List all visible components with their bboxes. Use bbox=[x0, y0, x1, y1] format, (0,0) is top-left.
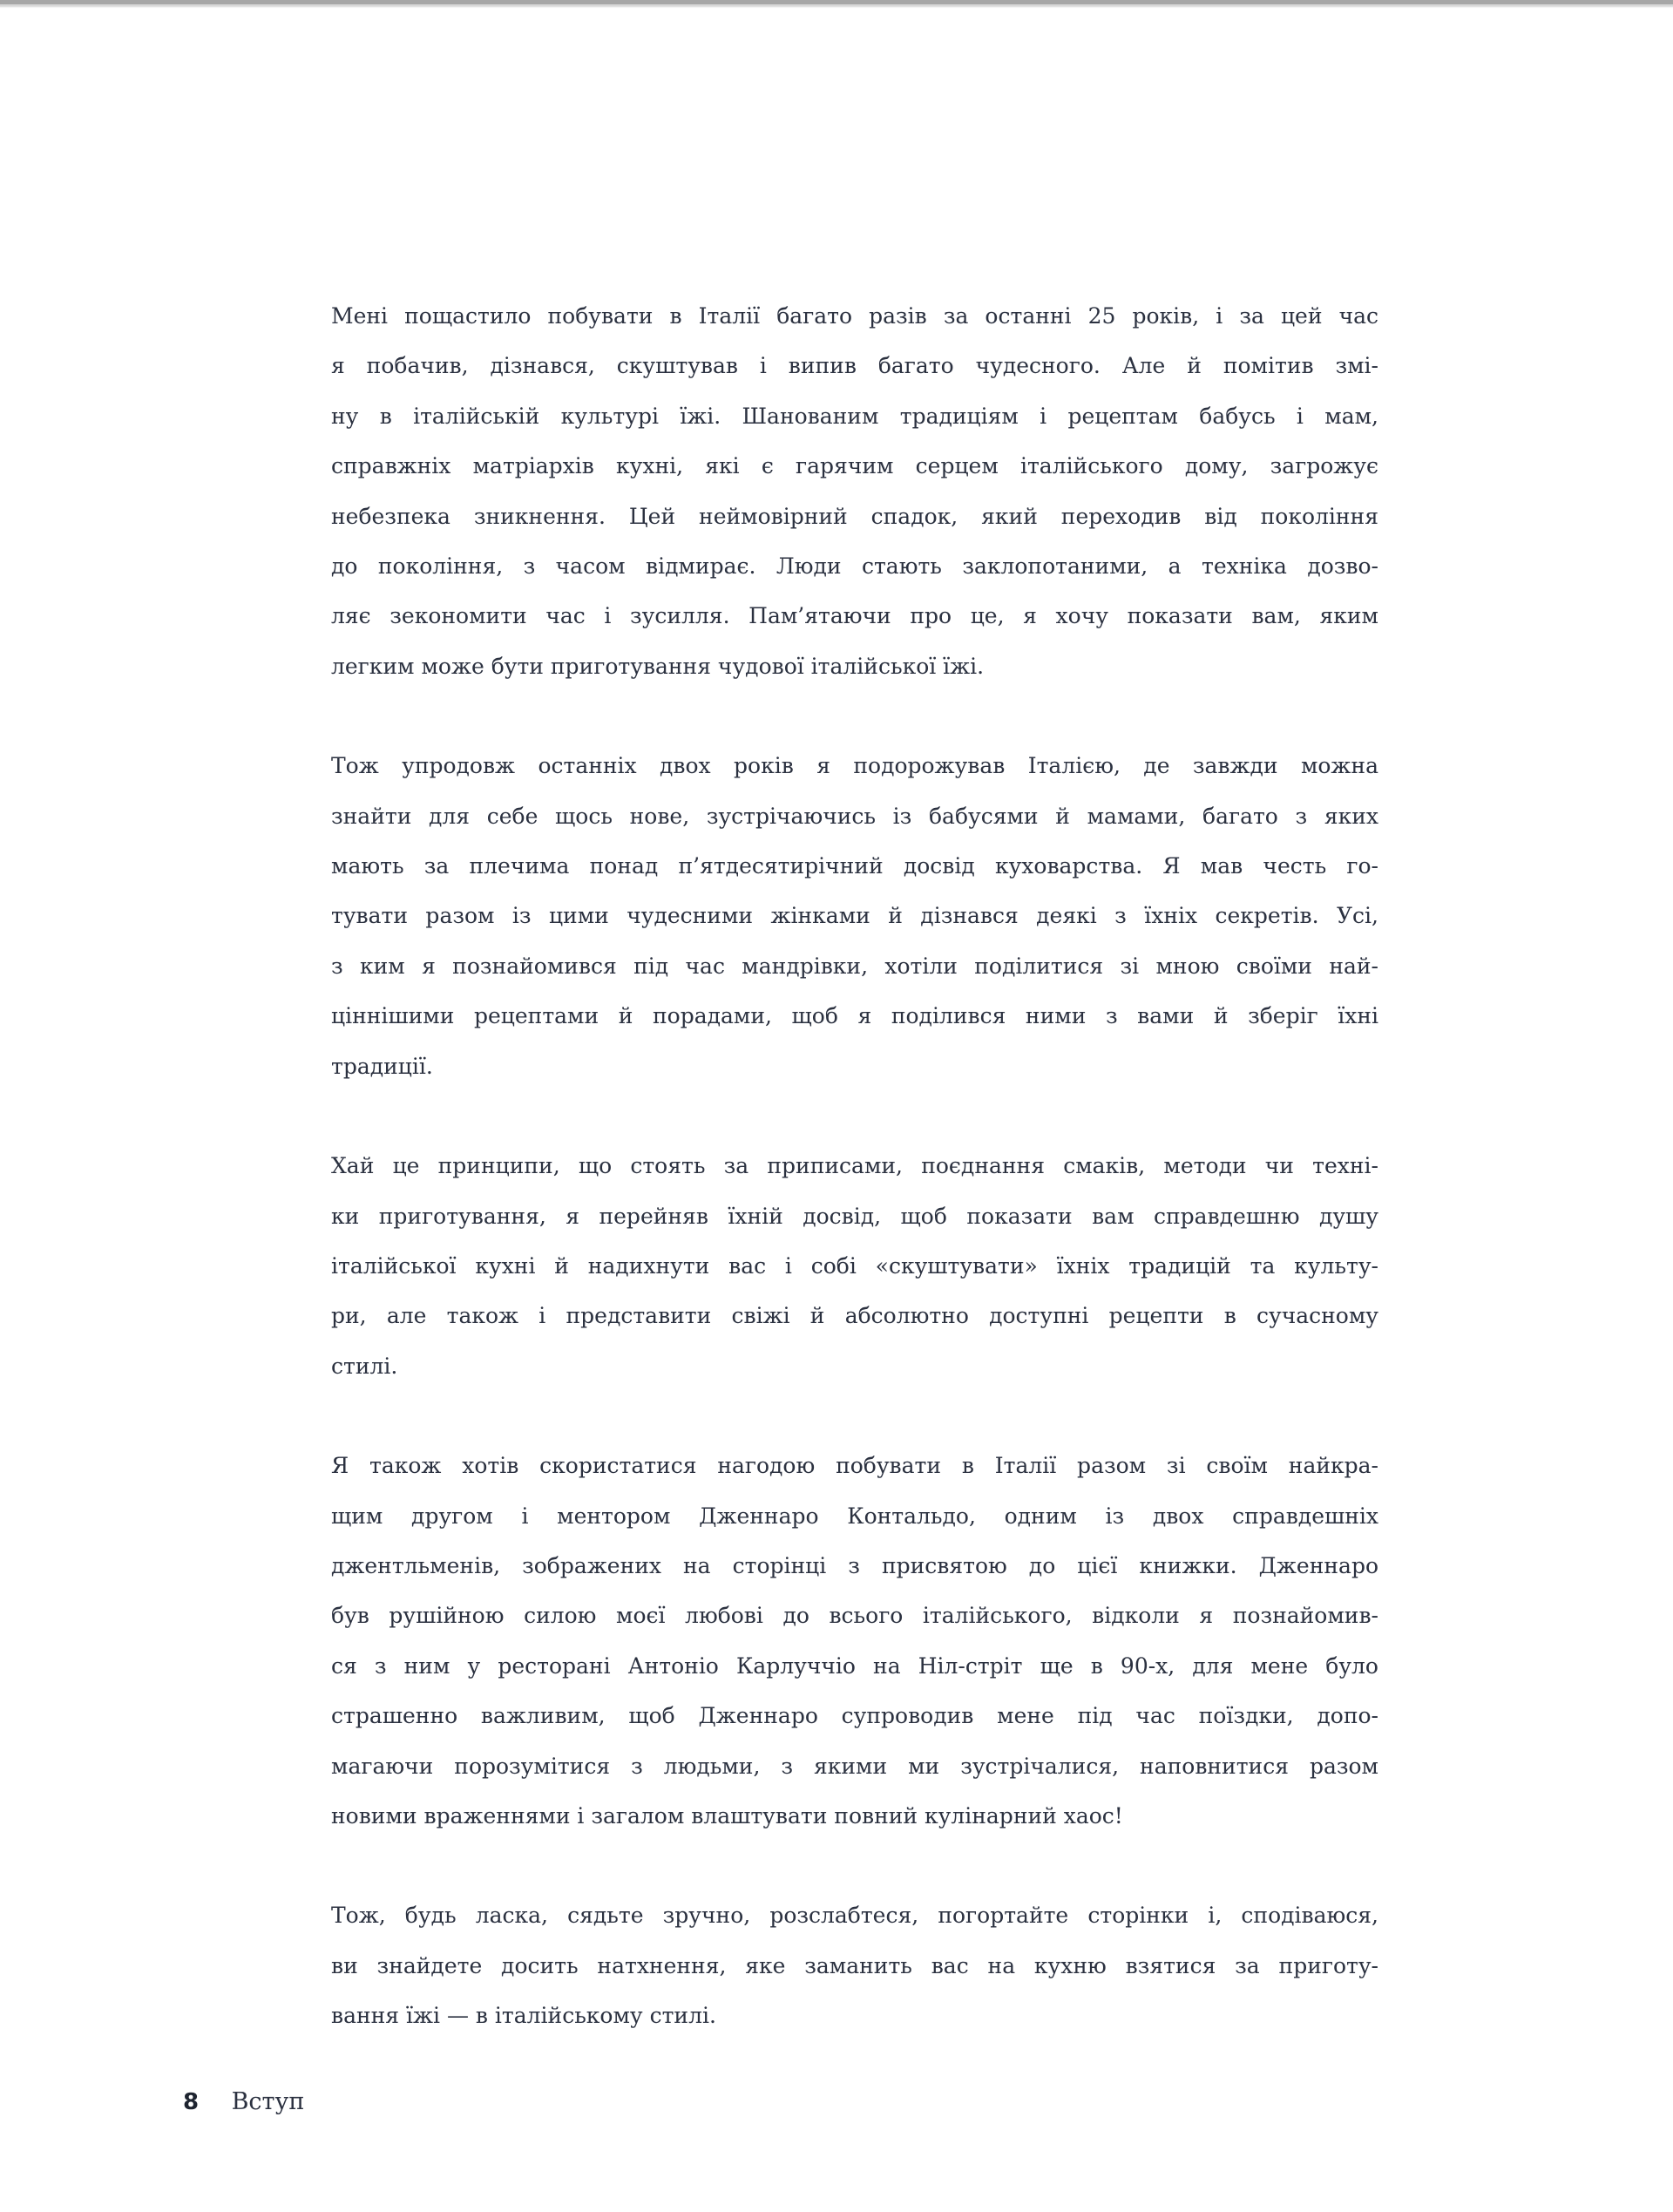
window-top-edge-bar bbox=[0, 0, 1673, 9]
text-line: Тож, будь ласка, сядьте зручно, розслабтеся, погортайте сторінки і, сподіваюся, bbox=[331, 1903, 1378, 1929]
text-line: ну в італійській культурі їжі. Шанованим традиціям і рецептам бабусь і мам, bbox=[331, 403, 1378, 429]
text-line: новими враженнями і загалом влаштувати повний кулінарний хаос! bbox=[331, 1802, 1123, 1829]
paragraph bbox=[331, 1441, 1378, 1841]
text-line: вання їжі — в італійському стилі. bbox=[331, 2003, 716, 2029]
paragraph bbox=[331, 1890, 1378, 2040]
text-line: Тож упродовж останніх двох років я подорожував Італією, де завжди можна bbox=[331, 753, 1378, 779]
text-line: був рушійною силою моєї любові до всього італійського, відколи я познайомив- bbox=[331, 1603, 1378, 1629]
text-line: знайти для себе щось нове, зустрічаючись із бабусями й мамами, багато з яких bbox=[331, 803, 1378, 829]
paragraph bbox=[331, 741, 1378, 1091]
page-footer bbox=[183, 2088, 304, 2115]
paragraph bbox=[331, 291, 1378, 691]
text-line: традиції. bbox=[331, 1053, 433, 1079]
text-line: небезпека зникнення. Цей неймовірний спадок, який переходив від покоління bbox=[331, 503, 1378, 529]
text-line: справжніх матріархів кухні, які є гарячим серцем італійського дому, загрожує bbox=[331, 453, 1378, 479]
text-line: Я також хотів скористатися нагодою побувати в Італії разом зі своїм найкра- bbox=[331, 1453, 1378, 1479]
text-line: я побачив, дізнався, скуштував і випив багато чудесного. Але й помітив змі- bbox=[331, 353, 1378, 379]
text-line: ціннішими рецептами й порадами, щоб я поділився ними з вами й зберіг їхні bbox=[331, 1003, 1378, 1029]
page-text bbox=[331, 291, 1378, 2041]
text-line: магаючи порозумітися з людьми, з якими ми зустрічалися, наповнитися разом bbox=[331, 1753, 1378, 1779]
text-line: мають за плечима понад п’ятдесятирічний досвід куховарства. Я мав честь го- bbox=[331, 853, 1378, 879]
text-line: тувати разом із цими чудесними жінками й дізнався деякі з їхніх секретів. Усі, bbox=[331, 903, 1378, 929]
text-line: ри, але також і представити свіжі й абсолютно доступні рецепти в сучасному bbox=[331, 1303, 1378, 1329]
text-line: щим другом і ментором Дженнаро Контальдо, одним із двох справдешніх bbox=[331, 1503, 1378, 1529]
text-line: стилі. bbox=[331, 1353, 398, 1379]
text-line: ки приготування, я перейняв їхній досвід, щоб показати вам справдешню душу bbox=[331, 1203, 1378, 1229]
section-title: Вступ bbox=[231, 2088, 305, 2115]
text-line: з ким я познайомився під час мандрівки, хотіли поділитися зі мною своїми най- bbox=[331, 953, 1378, 979]
text-line: страшенно важливим, щоб Дженнаро супроводив мене під час поїздки, допо- bbox=[331, 1703, 1378, 1729]
text-line: ся з ним у ресторані Антоніо Карлуччіо на Ніл-стріт ще в 90-х, для мене було bbox=[331, 1652, 1378, 1679]
text-line: італійської кухні й надихнути вас і собі «скуштувати» їхніх традицій та культу- bbox=[331, 1252, 1378, 1279]
text-line: до покоління, з часом відмирає. Люди стають заклопотаними, а техніка дозво- bbox=[331, 553, 1378, 580]
text-line: легким може бути приготування чудової італійської їжі. bbox=[331, 653, 985, 679]
text-line: ляє зекономити час і зусилля. Пам’ятаючи про це, я хочу показати вам, яким bbox=[331, 603, 1378, 629]
text-line: ви знайдете досить натхнення, яке заманить вас на кухню взятися за приготу- bbox=[331, 1952, 1378, 1978]
page-number: 8 bbox=[183, 2089, 199, 2115]
text-line: Мені пощастило побувати в Італії багато разів за останні 25 років, і за цей час bbox=[331, 303, 1378, 329]
text-line: джентльменів, зображених на сторінці з присвятою до цієї книжки. Дженнаро bbox=[331, 1552, 1378, 1578]
paragraph bbox=[331, 1141, 1378, 1391]
text-line: Хай це принципи, що стоять за приписами, поєднання смаків, методи чи техні- bbox=[331, 1153, 1378, 1179]
